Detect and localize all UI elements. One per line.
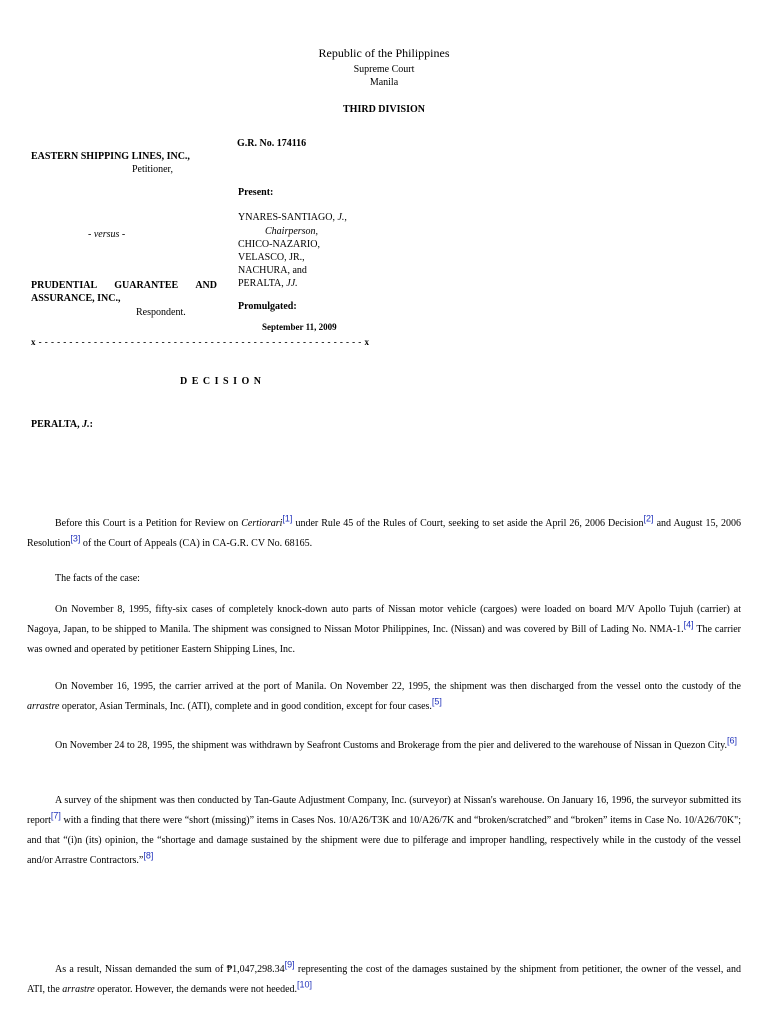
- footnote-2-link[interactable]: [2]: [643, 513, 654, 524]
- footnote-7-link[interactable]: [7]: [50, 810, 61, 821]
- footnote-3-link[interactable]: [3]: [70, 533, 81, 544]
- paragraph-2: The facts of the case:: [55, 573, 140, 584]
- footnote-10-link[interactable]: [10]: [297, 979, 313, 990]
- promulgated-date: September 11, 2009: [262, 322, 337, 332]
- footnote-1-link[interactable]: [1]: [282, 513, 293, 524]
- promulgated-label: Promulgated:: [238, 301, 297, 312]
- court-name: Supreme Court: [353, 64, 415, 75]
- paragraph-6: A survey of the shipment was then conducted by Tan-Gaute Adjustment Company, Inc. (surveyor) at Nissan's warehouse. On January 16, 1996, the surveyor submitted its report[7] with a finding that there were “short (missing)” items in Cases Nos. 10/A26/T3K and 10/A26/7K and “broken/scratched” and “broken” items in Case No. 10/A26/70K"; and that “(i)n (its) opinion, the “shortage and damage sustained by the shipment were due to pilferage and improper handling, respectively while in the custody of the vessel and/or Arrastre Contractors.”[8]: [27, 795, 741, 866]
- paragraph-1: Before this Court is a Petition for Review on Certiorari[1] under Rule 45 of the Rules of Court, seeking to set aside the April 26, 2006 Decision[2] and August 15, 2006 Resolution[3] of the Court of Appeals (CA) in CA-G.R. CV No. 68165.: [27, 513, 741, 549]
- footnote-9-link[interactable]: [9]: [284, 959, 295, 970]
- justice-velasco: VELASCO, JR.,: [238, 252, 305, 263]
- paragraph-5: On November 24 to 28, 1995, the shipment was withdrawn by Seafront Customs and Brokerage from the pier and delivered to the warehouse of Nissan in Quezon City.[6]: [55, 735, 737, 751]
- justice-chico-nazario: CHICO-NAZARIO,: [238, 239, 320, 250]
- justice-ynares-santiago: YNARES-SANTIAGO, J.,: [238, 212, 347, 223]
- justice-peralta: PERALTA, JJ.: [238, 278, 298, 289]
- petitioner-name: EASTERN SHIPPING LINES, INC.,: [31, 151, 190, 162]
- ponente: PERALTA, J.:: [31, 419, 93, 430]
- decision-title: D E C I S I O N: [180, 376, 262, 387]
- respondent-name-line1: PRUDENTIAL GUARANTEE AND: [31, 280, 217, 291]
- petitioner-role: Petitioner,: [132, 164, 173, 175]
- caption-separator: x - - - - - - - - - - - - - - - - - - - - - - - - - - - - - - - - - - - - - - - - - - - - - - - - - - - - - x: [31, 337, 370, 347]
- republic-heading: Republic of the Philippines: [318, 46, 450, 60]
- chairperson-label: Chairperson,: [265, 226, 319, 237]
- present-label: Present:: [238, 187, 274, 198]
- footnote-5-link[interactable]: [5]: [431, 696, 442, 707]
- versus-label: - versus -: [88, 229, 126, 240]
- justice-nachura: NACHURA, and: [238, 265, 307, 276]
- respondent-role: Respondent.: [136, 307, 186, 318]
- footnote-6-link[interactable]: [6]: [726, 735, 737, 746]
- gr-number: G.R. No. 174116: [237, 138, 307, 149]
- paragraph-4: On November 16, 1995, the carrier arrived at the port of Manila. On November 22, 1995, the shipment was then discharged from the vessel onto the custody of the arrastre operator, Asian Terminals, Inc. (ATI), complete and in good condition, except for four cases.[5]: [27, 681, 741, 712]
- court-city: Manila: [369, 77, 399, 88]
- footnote-4-link[interactable]: [4]: [683, 619, 694, 630]
- respondent-name-line2: ASSURANCE, INC.,: [31, 293, 121, 304]
- paragraph-3: On November 8, 1995, fifty-six cases of completely knock-down auto parts of Nissan motor vehicle (cargoes) were loaded on board M/V Apollo Tujuh (carrier) at Nagoya, Japan, to be shipped to Manila. The shipment was consigned to Nissan Motor Philippines, Inc. (Nissan) and was covered by Bill of Lading No. NMA-1.[4] The carrier was owned and operated by petitioner Eastern Shipping Lines, Inc.: [27, 604, 741, 655]
- footnote-8-link[interactable]: [8]: [143, 850, 154, 861]
- paragraph-7: As a result, Nissan demanded the sum of ₱1,047,298.34[9] representing the cost of the damages sustained by the shipment from petitioner, the owner of the vessel, and ATI, the arrastre operator. However, the demands were not heeded.[10]: [27, 959, 741, 995]
- division-heading: THIRD DIVISION: [343, 104, 425, 115]
